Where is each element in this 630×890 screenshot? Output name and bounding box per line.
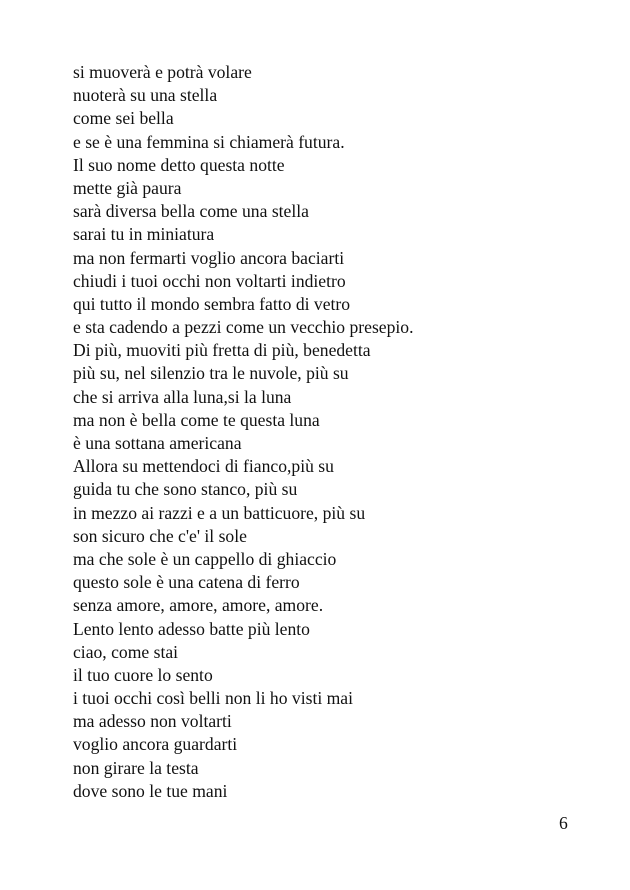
poem-line: ma non fermarti voglio ancora baciarti — [73, 247, 345, 268]
poem-line: che si arriva alla luna,si la luna — [73, 386, 292, 407]
poem-line: è una sottana americana — [73, 433, 242, 453]
poem-text — [73, 61, 413, 803]
poem-line: Allora su mettendoci di fianco,più su — [73, 456, 334, 477]
poem-line: si muoverà e potrà volare — [73, 62, 252, 82]
poem-line: nuoterà su una stella — [73, 85, 218, 106]
poem-line: qui tutto il mondo sembra fatto di vetro — [73, 293, 351, 314]
poem-line: i tuoi occhi così belli non li ho visti mai — [73, 688, 354, 709]
poem-line: Di più, muoviti più fretta di più, benedetta — [73, 340, 371, 361]
poem-line: il tuo cuore lo sento — [73, 664, 213, 685]
poem-line: son sicuro che c'e' il sole — [73, 525, 247, 546]
poem-line: non girare la testa — [73, 757, 199, 778]
poem-line: e sta cadendo a pezzi come un vecchio presepio. — [73, 317, 414, 338]
poem-line: come sei bella — [73, 108, 174, 129]
poem-line: in mezzo ai razzi e a un batticuore, più su — [73, 502, 366, 523]
poem-line: chiudi i tuoi occhi non voltarti indietro — [73, 270, 346, 291]
poem-line: questo sole è una catena di ferro — [73, 572, 300, 593]
poem-line: ciao, come stai — [73, 641, 179, 662]
poem-line: sarà diversa bella come una stella — [73, 201, 309, 222]
page-number: 6 — [559, 813, 568, 833]
poem-line: Lento lento adesso batte più lento — [73, 618, 310, 639]
poem-line: mette già paura — [73, 177, 182, 198]
poem-line: senza amore, amore, amore, amore. — [73, 595, 324, 616]
poem-line: sarai tu in miniatura — [73, 224, 215, 245]
poem-line: Il suo nome detto questa notte — [73, 154, 285, 175]
poem-line: e se è una femmina si chiamerà futura. — [73, 131, 345, 152]
poem-line: più su, nel silenzio tra le nuvole, più su — [73, 363, 349, 384]
poem-line: ma non è bella come te questa luna — [73, 409, 320, 430]
poem-line: guida tu che sono stanco, più su — [73, 479, 298, 500]
poem-line: dove sono le tue mani — [73, 780, 228, 801]
poem-line: voglio ancora guardarti — [73, 734, 238, 755]
poem-line: ma adesso non voltarti — [73, 711, 232, 732]
poem-line: ma che sole è un cappello di ghiaccio — [73, 548, 337, 569]
